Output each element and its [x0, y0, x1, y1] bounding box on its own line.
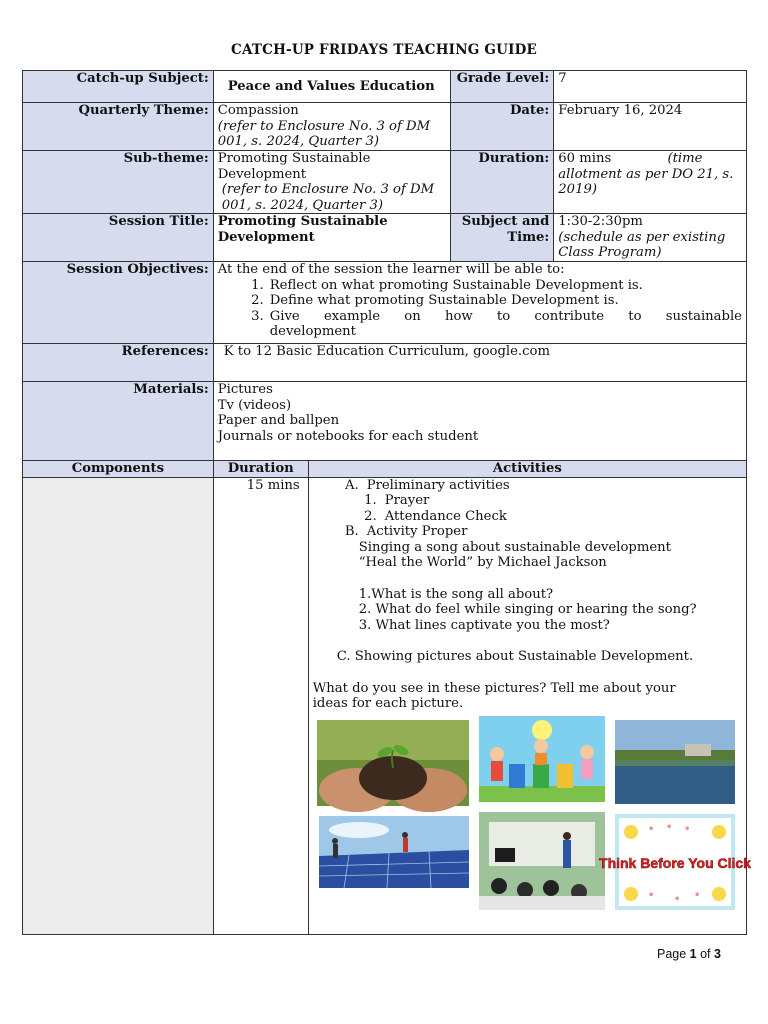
subtheme-reference: (refer to Enclosure No. 3 of DM 001, s. 2024, Quarter 3) — [221, 182, 435, 213]
material-item: Journals or notebooks for each student — [217, 428, 479, 444]
svg-text:⊗: ⊗ — [648, 825, 653, 832]
materials-label: Materials: — [23, 382, 214, 461]
guide-header-table — [22, 70, 747, 461]
subject-time-note: (schedule as per existing Class Program) — [558, 229, 726, 260]
think-before-you-click-image — [598, 814, 751, 910]
activity-duration: 15 mins — [213, 477, 308, 934]
document-title: CATCH-UP FRIDAYS TEACHING GUIDE — [231, 42, 537, 58]
objectives-intro: At the end of the session the learner will be able to: — [217, 262, 565, 277]
svg-text:⊗: ⊗ — [674, 895, 679, 902]
page-number: Page 1 of 3 — [657, 947, 721, 961]
section-b-line: “Heal the World” by Michael Jackson — [358, 555, 607, 570]
subtheme-value: Promoting Sustainable Development — [217, 151, 371, 182]
svg-text:⊗: ⊗ — [694, 891, 699, 898]
subject-time-label: Subject and Time: — [451, 214, 554, 262]
picture-prompt: What do you see in these pictures? Tell me about your ideas for each picture. — [312, 680, 676, 711]
kids-recycling-image — [479, 716, 605, 802]
activities-cell — [308, 477, 751, 934]
section-b-line: Singing a song about sustainable development — [358, 539, 671, 555]
duration-cell — [554, 151, 747, 214]
components-cell — [23, 477, 214, 934]
theme-label: Quarterly Theme: — [23, 103, 214, 151]
theme-reference: (refer to Enclosure No. 3 of DM 001, s. 2024, Quarter 3) — [217, 118, 431, 149]
components-header: Components — [23, 461, 214, 478]
subtheme-cell — [213, 151, 451, 214]
subject-value: Peace and Values Education — [213, 71, 451, 103]
section-a-item: 1. Prayer — [364, 493, 430, 508]
duration-value: 60 mins — [558, 151, 612, 166]
section-a: A. Preliminary activities — [344, 477, 510, 493]
grade-label: Grade Level: — [451, 71, 554, 103]
theme-value: Compassion — [217, 103, 299, 118]
materials-cell — [213, 382, 746, 461]
objective-item: 1. Reflect on what promoting Sustainable Development is. — [251, 277, 643, 293]
duration-header: Duration — [213, 461, 308, 478]
objectives-label: Session Objectives: — [23, 262, 214, 344]
svg-text:⊗: ⊗ — [666, 823, 671, 830]
river-landscape-image — [615, 720, 735, 804]
objectives-cell — [213, 262, 746, 344]
section-b: B. Activity Proper — [344, 524, 468, 539]
question-item: 3. What lines captivate you the most? — [358, 617, 610, 633]
solar-panels-image — [319, 816, 469, 888]
subtheme-label: Sub-theme: — [23, 151, 214, 214]
material-item: Tv (videos) — [217, 397, 292, 413]
objective-item: development — [269, 324, 356, 339]
duration-note: (time allotment as per DO 21, s. 2019) — [558, 151, 734, 197]
subject-time-cell — [554, 214, 747, 262]
picture-grid — [313, 712, 751, 912]
references-label: References: — [23, 344, 214, 382]
question-item: 1.What is the song all about? — [358, 586, 554, 602]
question-item: 2. What do feel while singing or hearing the song? — [358, 602, 697, 617]
material-item: Pictures — [217, 382, 273, 397]
grade-value: 7 — [554, 71, 747, 103]
subject-time-value: 1:30-2:30pm — [558, 214, 643, 229]
section-a-item: 2. Attendance Check — [364, 508, 507, 524]
material-item: Paper and ballpen — [217, 413, 340, 428]
date-label: Date: — [451, 103, 554, 151]
activities-table — [22, 460, 751, 935]
objective-item: 2. Define what promoting Sustainable Development is. — [251, 293, 619, 308]
think-before-you-click-text: Think Before You Click — [598, 854, 751, 871]
objectives-list — [218, 278, 742, 340]
session-title-label: Session Title: — [23, 214, 214, 262]
classroom-image — [479, 812, 605, 910]
seedling-in-hands-image — [317, 720, 469, 806]
date-value: February 16, 2024 — [554, 103, 747, 151]
objective-item: 3. Give example on how to contribute to sustainable — [251, 308, 742, 324]
section-c: C. Showing pictures about Sustainable Development. — [336, 649, 694, 664]
activities-header: Activities — [308, 461, 746, 478]
svg-text:⊗: ⊗ — [684, 825, 689, 832]
subject-label: Catch-up Subject: — [23, 71, 214, 103]
duration-label: Duration: — [451, 151, 554, 214]
theme-cell — [213, 103, 451, 151]
svg-text:⊗: ⊗ — [648, 891, 653, 898]
session-title-value: Promoting Sustainable Development — [213, 214, 451, 262]
references-value: K to 12 Basic Education Curriculum, google.com — [213, 344, 746, 382]
